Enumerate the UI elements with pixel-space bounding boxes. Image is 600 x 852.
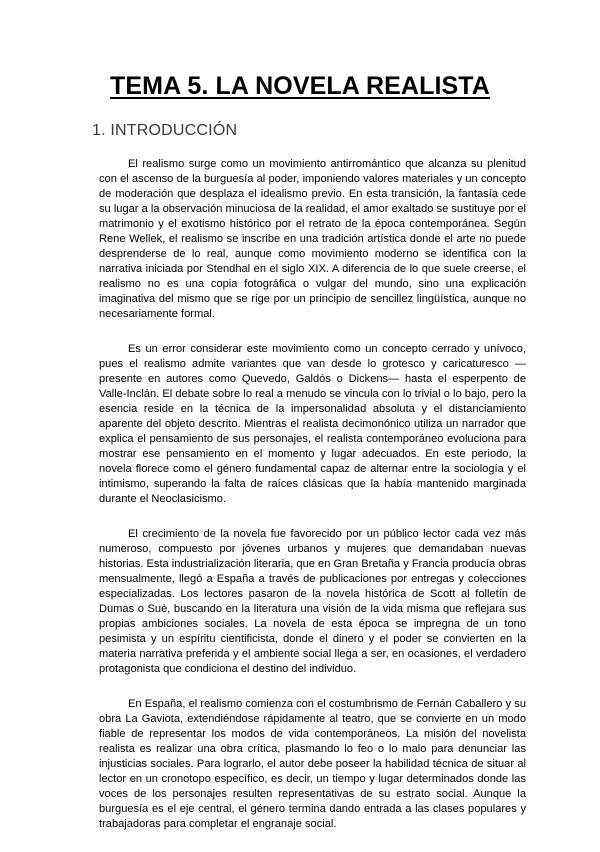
document-title: TEMA 5. LA NOVELA REALISTA: [110, 72, 490, 100]
paragraph-2: Es un error considerar este movimiento como un concepto cerrado y unívoco, pues el realismo admite variantes que van desde lo grotesco y caricaturesco —presente en autores como Quevedo, Galdós o Dickens— hasta el esperpento de Valle-Inclán. El debate sobre lo real a menudo se vincula con lo trivial o lo bajo, pero la esencia reside en la técnica de la impersonalidad absoluta y el distanciamiento aparente del objeto descrito. Mientras el realista decimonónico utiliza un narrador que explica el pensamiento de sus personajes, el realista contemporáneo evoluciona para mostrar ese pensamiento en el momento y lugar adecuados. En este periodo, la novela florece como el género fundamental capaz de alternar entre la sociología y el intimismo, superando la falta de raíces clásicas que la había mantenido marginada durante el Neoclasicismo.: [99, 343, 526, 505]
body-text: [99, 157, 526, 852]
paragraph-4: En España, el realismo comienza con el costumbrismo de Fernán Caballero y su obra La Gaviota, extendiéndose rápidamente al teatro, que se convierte en un modo fiable de representar los modos de vida contemporáneos. La misión del novelista realista es realizar una obra crítica, plasmando lo feo o lo malo para denunciar las injusticias sociales. Para lograrlo, el autor debe poseer la habilidad técnica de situar al lector en un cronotopo específico, es decir, un tiempo y lugar determinados donde las voces de los personajes resulten representativas de su estrato social. Aunque la burguesía es el eje central, el género termina dando entrada a las clases populares y trabajadoras para completar el engranaje social.: [99, 698, 526, 830]
section-heading: 1. INTRODUCCIÓN: [92, 122, 238, 139]
paragraph-1: El realismo surge como un movimiento antirromántico que alcanza su plenitud con el ascenso de la burguesía al poder, imponiendo valores materiales y un concepto de moderación que desplaza el idealismo previo. En esta transición, la fantasía cede su lugar a la observación minuciosa de la realidad, el amor exaltado se sustituye por el matrimonio y el exotismo histórico por el retrato de la época contemporánea. Según Rene Wellek, el realismo se inscribe en una tradición artística donde el arte no puede desprenderse de lo real, aunque como movimiento moderno se identifica con la narrativa iniciada por Stendhal en el siglo XIX. A diferencia de lo que suele creerse, el realismo no es una copia fotográfica o vulgar del mundo, sino una explicación imaginativa del mismo que se rige por un principio de sencillez lingüística, aunque no necesariamente formal.: [99, 158, 526, 320]
paragraph-3: El crecimiento de la novela fue favorecido por un público lector cada vez más numeroso, compuesto por jóvenes urbanos y mujeres que demandaban nuevas historias. Esta industrialización literaria, que en Gran Bretaña y Francia producía obras mensualmente, llegó a España a través de publicaciones por entregas y colecciones especializadas. Los lectores pasaron de la novela histórica de Scott al folletín de Dumas o Suè, buscando en la literatura una visión de la vida misma que reflejara sus propias ambiciones sociales. La novela de esta época se impregna de un tono pesimista y un espíritu cientificista, donde el dinero y el poder se convierten en la materia narrativa preferida y el ambiente social llega a ser, en ocasiones, el verdadero protagonista que condiciona el destino del individuo.: [99, 528, 526, 675]
